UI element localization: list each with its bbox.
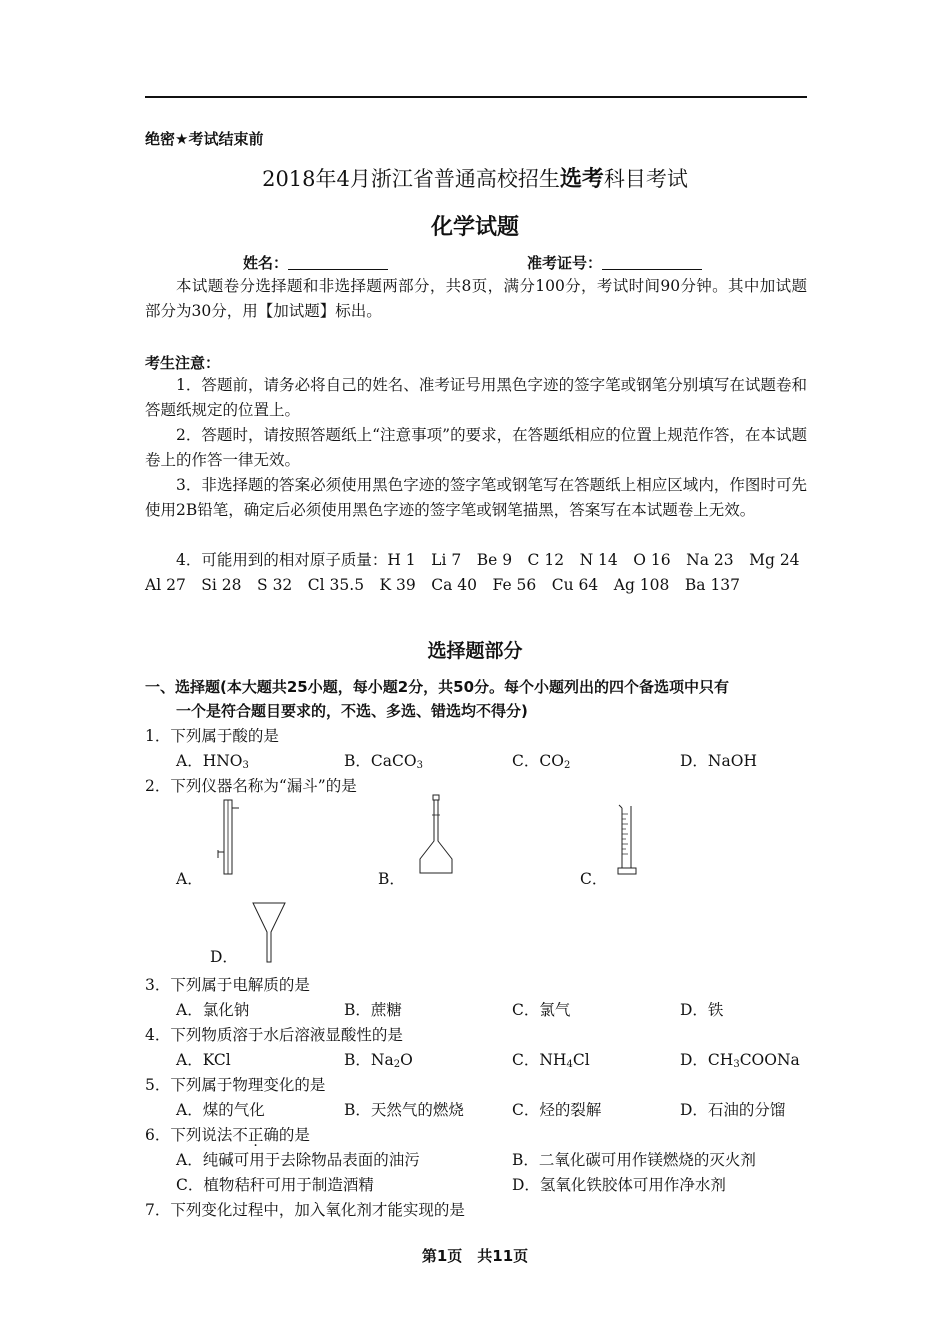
section-heading: 一个是符合题目要求的，不选、多选、错选均不得分): [176, 702, 528, 720]
option-b: B．蔗糖: [344, 1001, 402, 1019]
option-d: D．NaOH: [680, 752, 757, 770]
top-rule: [145, 96, 807, 98]
graduated-cylinder-image: [616, 804, 642, 878]
option-c: C．氯气: [512, 1001, 571, 1019]
option-b: B．二氧化碳可用作镁燃烧的灭火剂: [512, 1151, 756, 1169]
funnel-image: [252, 902, 286, 964]
question-stem: 4．下列物质溶于水后溶液显酸性的是: [145, 1026, 403, 1044]
id-label: 准考证号：: [527, 254, 603, 272]
question-stem: 2．下列仪器名称为“漏斗”的是: [145, 777, 357, 795]
secret-label: 绝密★考试结束前: [145, 130, 264, 148]
option-a: A．纯碱可用于去除物品表面的油污: [176, 1151, 420, 1169]
name-field: [243, 252, 388, 273]
option-c: C．$NH_4Cl$: [512, 1051, 590, 1070]
option-b: B．天然气的燃烧: [344, 1101, 464, 1119]
question-stem: 3．下列属于电解质的是: [145, 976, 310, 994]
intro-paragraph: 本试题卷分选择题和非选择题两部分，共8页，满分100分，考试时间90分钟。其中加试题部分为30分，用【加试题】标出。: [145, 277, 807, 320]
name-blank: [288, 255, 388, 270]
question-stem: 6．下列说法不正确的是: [145, 1126, 310, 1144]
option-c: C．$CO_2$: [512, 752, 571, 771]
option-d: D．: [210, 948, 238, 966]
option-a: A．: [176, 870, 203, 888]
atomic-mass-line: Al 27 Si 28 S 32 Cl 35.5 K 39 Ca 40 Fe 56 Cu 64 Ag 108 Ba 137: [145, 576, 741, 594]
id-field: [527, 252, 702, 273]
question-stem: 7．下列变化过程中，加入氧化剂才能实现的是: [145, 1201, 465, 1219]
id-blank: [602, 255, 702, 270]
option-c: C．植物秸秆可用于制造酒精: [176, 1176, 374, 1194]
option-d: D．铁: [680, 1001, 724, 1019]
volumetric-flask-image: [418, 795, 454, 877]
option-a: A．煤的气化: [176, 1101, 265, 1119]
page-footer: 第1页 共11页: [421, 1247, 529, 1265]
condenser-image: [215, 800, 245, 876]
subject-title: 化学试题: [430, 215, 519, 240]
section-heading: 一、选择题(本大题共25小题，每小题2分，共50分。每个小题列出的四个备选项中只有: [145, 678, 730, 696]
exam-title-post: 科目考试: [603, 167, 688, 191]
exam-title-pre: 2018年4月浙江省普通高校招生: [262, 167, 560, 191]
option-d: D．石油的分馏: [680, 1101, 786, 1119]
option-a: A．$HNO_3$: [176, 752, 249, 771]
question-stem: 1．下列属于酸的是: [145, 727, 279, 745]
option-d: D．氢氧化铁胶体可用作净水剂: [512, 1176, 726, 1194]
exam-title-bold: 选考: [559, 167, 604, 192]
option-d: D．$CH_3COONa$: [680, 1051, 800, 1070]
notice-heading: 考生注意：: [145, 354, 221, 372]
option-b: B．: [378, 870, 405, 888]
option-b: B．CaCO$_3$: [344, 752, 423, 771]
notice-item: 2．答题时，请按照答题纸上“注意事项”的要求，在答题纸相应的位置上规范作答，在本试题卷上的作答一律无效。: [145, 426, 807, 469]
option-a: A．KCl: [176, 1051, 231, 1069]
emphasis-text: 不正确: [232, 1126, 279, 1144]
option-b: B．$Na_2O$: [344, 1051, 413, 1070]
question-stem: 5．下列属于物理变化的是: [145, 1076, 326, 1094]
exam-title: [0, 162, 950, 193]
option-c: C．: [580, 870, 608, 888]
notice-item: 1．答题前，请务必将自己的姓名、准考证号用黑色字迹的签字笔或钢笔分别填写在试题卷和答题纸规定的位置上。: [145, 376, 807, 419]
notice-item: 3．非选择题的答案必须使用黑色字迹的签字笔或钢笔写在答题纸上相应区域内，作图时可先使用2B铅笔，确定后必须使用黑色字迹的签字笔或钢笔描黑，答案写在本试题卷上无效。: [145, 476, 807, 519]
section-title: 选择题部分: [427, 640, 523, 662]
atomic-mass-line: 4．可能用到的相对原子质量：H 1 Li 7 Be 9 C 12 N 14 O 16 Na 23 Mg 24: [176, 551, 800, 569]
option-a: A．氯化钠: [176, 1001, 250, 1019]
option-c: C．烃的裂解: [512, 1101, 602, 1119]
name-label: 姓名：: [243, 254, 289, 272]
